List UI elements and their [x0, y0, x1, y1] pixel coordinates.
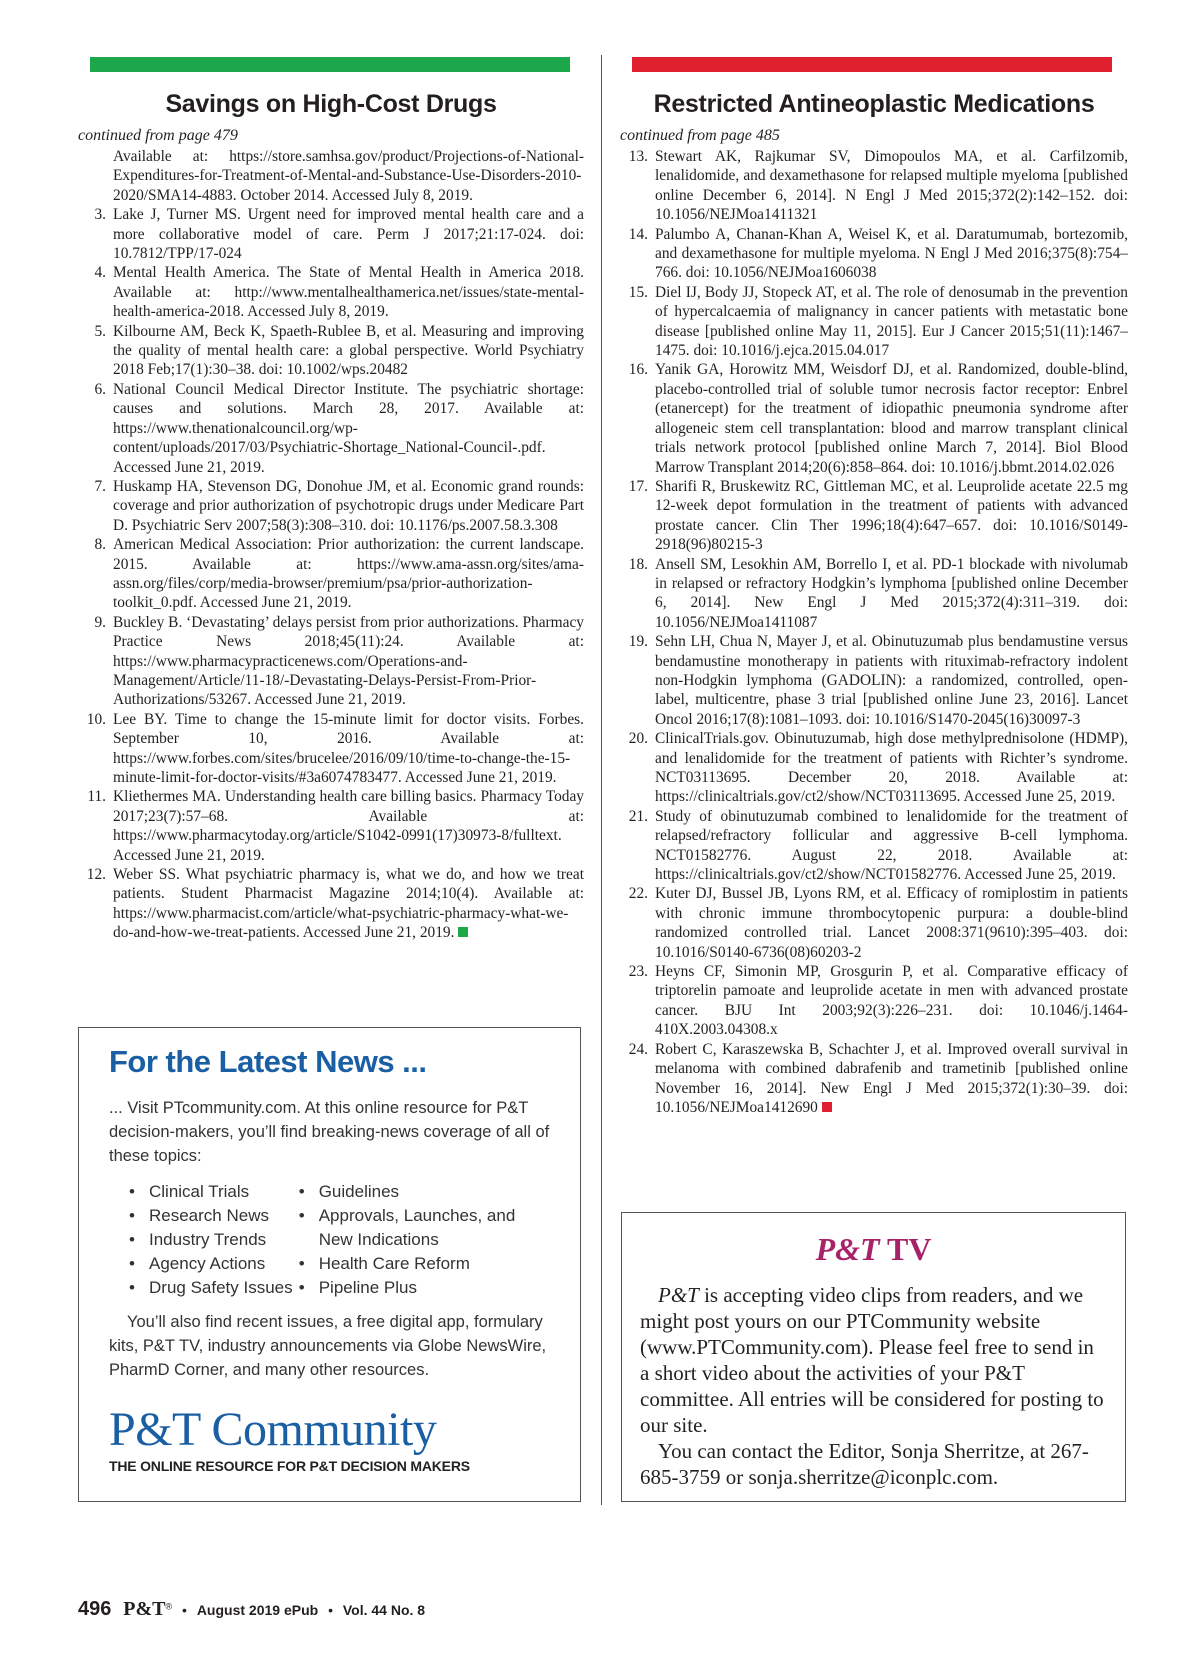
reference-item	[78, 613, 584, 710]
reference-number: 21.	[628, 807, 648, 825]
reference-text: Lee BY. Time to change the 15-minute limit for doctor visits. Forbes. September 10, 2016. Available at: https://www.forbes.com/sites/brucelee/2016/09/10/time-to-change-the-15-minute-limit-for-doctor-visits/#3a6074783477. Accessed June 21, 2019.	[113, 710, 584, 786]
pt-community-logo: P&T Community	[109, 1403, 437, 1456]
reference-list	[78, 147, 584, 943]
topic-item: • Agency Actions	[127, 1252, 297, 1276]
end-of-article-mark	[458, 927, 468, 937]
reference-number: 6.	[94, 380, 106, 398]
footer-separator: •	[182, 1602, 187, 1618]
reference-text: Diel IJ, Body JJ, Stopeck AT, et al. The role of denosumab in the prevention of hypercalcaemia of malignancy in cancer patients with metastatic bone disease [published online May 11, 2015]. Eur J Cancer 2015;51(11):1467–1475. doi: 10.1016/j.ejca.2015.04.017	[655, 283, 1128, 360]
reference-text: Weber SS. What psychiatric pharmacy is, what we do, and how we treat patients. Student Pharmacist Magazine 2014;10(4). Available at: https://www.pharmacist.com/article/what-psychiatric-pharmacy-what-we-do-and-how-we-treat-patients. Accessed June 21, 2019.	[113, 866, 584, 942]
reference-item	[620, 632, 1128, 729]
reference-number: 3.	[94, 206, 106, 224]
reference-text: Palumbo A, Chanan-Khan A, Weisel K, et al. Daratumumab, bortezomib, and dexamethasone for multiple myeloma. N Engl J Med 2016;375(8):754–766. doi: 10.1056/NEJMoa1606038	[655, 225, 1128, 282]
reference-text: Sehn LH, Chua N, Mayer J, et al. Obinutuzumab plus bendamustine versus bendamustine monotherapy in patients with rituximab-refractory indolent non-Hodgkin lymphoma (GADOLIN): a randomized, controlled, open-label, multicentre, phase 3 trial [published online June 23, 2016]. Lancet Oncol 2016;17(8):1081–1093. doi: 10.1016/S1470-2045(16)30097-3	[655, 633, 1128, 728]
pt-tv-paragraph	[640, 1282, 1107, 1438]
news-box-intro: ... Visit PTcommunity.com. At this online resource for P&T decision-makers, you’ll find breaking-news coverage of all of these topics:	[109, 1099, 550, 1165]
pt-tv-title-tv: TV	[886, 1231, 932, 1267]
news-box-title: For the Latest News ...	[109, 1044, 427, 1079]
reference-item	[78, 205, 584, 263]
pt-tv-box	[621, 1212, 1126, 1502]
reference-number: 4.	[94, 264, 106, 282]
reference-text: Kliethermes MA. Understanding health care billing basics. Pharmacy Today 2017;23(7):57–68. Available at: https://www.pharmacytoday.org/article/S1042-0991(17)30973-8/fulltext. Accessed June 21, 2019.	[113, 788, 584, 864]
reference-number: 22.	[628, 885, 648, 903]
reference-item	[78, 322, 584, 380]
reference-text: Kilbourne AM, Beck K, Spaeth-Rublee B, et al. Measuring and improving the quality of mental health care: a global perspective. World Psychiatry 2018 Feb;17(1):30–38. doi: 10.1002/wps.20482	[113, 322, 584, 379]
pt-tv-body	[640, 1282, 1107, 1490]
reference-number: 10.	[86, 710, 106, 728]
reference-item	[620, 225, 1128, 283]
column-divider	[601, 55, 602, 1505]
reference-number: 12.	[86, 866, 106, 884]
issue-volume: Vol. 44 No. 8	[342, 1602, 426, 1618]
reference-number: 18.	[628, 555, 648, 573]
reference-item	[78, 535, 584, 613]
reference-item	[620, 884, 1128, 962]
reference-text: Huskamp HA, Stevenson DG, Donohue JM, et al. Economic grand rounds: coverage and prior authorization of psychotropic drugs under Medicare Part D. Psychiatric Serv 2007;58(3):308–310. doi: 10.1176/ps.2007.58.3.308	[113, 477, 584, 534]
reference-text: Robert C, Karaszewska B, Schachter J, et al. Improved overall survival in melanoma with combined dabrafenib and trametinib [published online November 16, 2014]. New Engl J Med 2015;372(1):30–39. doi: 10.1056/NEJMoa1412690	[655, 1040, 1128, 1116]
topic-item: • Clinical Trials	[127, 1180, 297, 1204]
reference-number: 9.	[94, 613, 106, 631]
topic-item: • Drug Safety Issues	[127, 1276, 297, 1300]
reference-text: National Council Medical Director Institute. The psychiatric shortage: causes and solutions. March 28, 2017. Available at: https://www.thenationalcouncil.org/wp-content/uploads/2017/03/Psychiatric-Shortage_National-Council-.pdf. Accessed June 21, 2019.	[113, 380, 584, 476]
reference-text: Buckley B. ‘Devastating’ delays persist from prior authorizations. Pharmacy Practice News 2018;45(11):24. Available at: https://www.pharmacypracticenews.com/Operations-and-Management/Article/11-18/-Devastating-Delays-Persist-From-Prior-Authorizations/53267. Accessed June 21, 2019.	[113, 613, 584, 709]
latest-news-box	[78, 1027, 581, 1502]
pt-tv-text: is accepting video clips from readers, and we might post yours on our PTCommunity website (www.PTCommunity.com). Please feel free to send in a short video about the activities of your P&T committee. All entries will be considered for posting to our site.	[640, 1283, 1104, 1437]
reference-item	[78, 865, 584, 943]
reference-number: 19.	[628, 633, 648, 651]
left-column	[78, 0, 584, 943]
journal-brand: P&T	[123, 1598, 166, 1620]
reference-number: 8.	[94, 536, 106, 554]
topic-list	[297, 1180, 550, 1300]
reference-number: 11.	[87, 788, 106, 806]
reference-number: 17.	[628, 477, 648, 495]
pt-tv-title-pt: P&T	[815, 1231, 880, 1267]
reference-item	[620, 360, 1128, 476]
section-title: Savings on High-Cost Drugs	[165, 90, 497, 118]
reference-item	[620, 555, 1128, 633]
pt-community-tagline: THE ONLINE RESOURCE FOR P&T DECISION MAKERS	[109, 1458, 470, 1474]
reference-item	[78, 147, 584, 205]
reference-item	[620, 807, 1128, 885]
reference-text: American Medical Association: Prior authorization: the current landscape. 2015. Available at: https://www.ama-assn.org/sites/ama-assn.org/files/corp/media-browser/premium/psa/prior-authorization-toolkit_0.pdf. Accessed June 21, 2019.	[113, 536, 584, 612]
reference-item	[620, 147, 1128, 225]
reference-text: Kuter DJ, Bussel JB, Lyons RM, et al. Efficacy of romiplostim in patients with chronic immune thrombocytopenic purpura: a double-blind randomized controlled trial. Lancet 2008:371(9610):395–403. doi: 10.1016/S0140-6736(08)60203-2	[655, 885, 1128, 961]
continued-note: continued from page 479	[78, 127, 238, 144]
reference-number: 14.	[628, 225, 648, 243]
topic-item: • Health Care Reform	[297, 1252, 550, 1276]
reference-item	[78, 710, 584, 788]
reference-item	[78, 263, 584, 321]
reference-text: ClinicalTrials.gov. Obinutuzumab, high dose methylprednisolone (HDMP), and lenalidomide for the treatment of patients with Richter’s syndrome. NCT03113695. December 20, 2018. Available at: https://clinicaltrials.gov/ct2/show/NCT03113695. Accessed June 25, 2019.	[655, 730, 1128, 806]
reference-text: Yanik GA, Horowitz MM, Weisdorf DJ, et al. Randomized, double-blind, placebo-controlled trial of soluble tumor necrosis factor receptor: Enbrel (etanercept) for the treatment of idiopathic pneumonia syndrome after allogeneic stem cell transplantation: blood and marrow transplant clinical trials network protocol [published online March 7, 2014]. Biol Blood Marrow Transplant 2014;20(6):858–864. doi: 10.1016/j.bbmt.2014.02.026	[655, 361, 1128, 476]
page-number: 496	[78, 1598, 112, 1620]
reference-text: Lake J, Turner MS. Urgent need for improved mental health care and a more collaborative model of care. Perm J 2017;21:17-024. doi: 10.7812/TPP/17-024	[113, 206, 584, 263]
section-color-bar	[90, 57, 570, 72]
reference-text: Study of obinutuzumab combined to lenalidomide for the treatment of relapsed/refractory follicular and aggressive B-cell lymphoma. NCT01582776. August 22, 2018. Available at: https://clinicaltrials.gov/ct2/show/NCT01582776. Accessed June 25, 2019.	[655, 807, 1128, 884]
topic-lists	[127, 1180, 550, 1300]
reference-text: Mental Health America. The State of Mental Health in America 2018. Available at: http://www.mentalhealthamerica.net/issues/state-mental-health-america-2018. Accessed July 8, 2019.	[113, 264, 584, 321]
reference-item	[620, 1040, 1128, 1118]
reference-text: Available at: https://store.samhsa.gov/product/Projections-of-National-Expenditures-for-Treatment-of-Mental-and-Substance-Use-Disorders-2010-2020/SMA14-4883. October 2014. Accessed July 8, 2019.	[113, 148, 584, 204]
registered-mark: ®	[165, 1601, 173, 1612]
topic-list	[127, 1180, 297, 1300]
section-color-bar	[632, 57, 1112, 72]
reference-item	[78, 787, 584, 865]
reference-item	[78, 380, 584, 477]
reference-text: Ansell SM, Lesokhin AM, Borrello I, et al. PD-1 blockade with nivolumab in relapsed or refractory Hodgkin’s lymphoma [published online December 6, 2014]. New Engl J Med 2015;372(4):311–319. doi: 10.1056/NEJMoa1411087	[655, 555, 1128, 631]
news-box-outro: You’ll also find recent issues, a free digital app, formulary kits, P&T TV, industry announcements via Globe NewsWire, PharmD Corner, and many other resources.	[109, 1313, 547, 1379]
issue-date: August 2019 ePub	[196, 1602, 319, 1618]
reference-number: 15.	[628, 283, 648, 301]
reference-number: 13.	[628, 148, 648, 165]
reference-item	[620, 962, 1128, 1040]
topic-item: • Pipeline Plus	[297, 1276, 550, 1300]
end-of-article-mark	[822, 1102, 832, 1112]
continued-note: continued from page 485	[620, 127, 780, 144]
reference-number: 5.	[94, 322, 106, 340]
reference-number: 16.	[628, 361, 648, 379]
right-column	[620, 0, 1128, 1117]
pt-tv-lead: P&T	[658, 1283, 699, 1307]
pt-tv-title	[640, 1231, 1107, 1268]
topic-item: • Research News	[127, 1204, 297, 1228]
reference-list	[620, 147, 1128, 1117]
reference-text: Heyns CF, Simonin MP, Grosgurin P, et al. Comparative efficacy of triptorelin pamoate and leuprolide acetate in men with advanced prostate cancer. BJU Int 2003;92(3):226–231. doi: 10.1046/j.1464-410X.2003.04308.x	[655, 963, 1128, 1039]
topic-item: • Approvals, Launches, and New Indications	[297, 1204, 550, 1252]
reference-item	[78, 477, 584, 535]
reference-text: Sharifi R, Bruskewitz RC, Gittleman MC, et al. Leuprolide acetate 22.5 mg 12-week depot formulation in the treatment of patients with advanced prostate cancer. Clin Ther 1996;18(4):647–657. doi: 10.1016/S0149-2918(96)80215-3	[655, 477, 1128, 554]
reference-number: 24.	[628, 1040, 648, 1058]
reference-number: 23.	[628, 963, 648, 981]
reference-number: 7.	[94, 477, 106, 495]
reference-text: Stewart AK, Rajkumar SV, Dimopoulos MA, et al. Carfilzomib, lenalidomide, and dexamethasone for relapsed multiple myeloma [published online December 6, 2014]. N Engl J Med 2015;372(2):142–152. doi: 10.1056/NEJMoa1411321	[655, 148, 1128, 224]
pt-tv-contact: You can contact the Editor, Sonja Sherritze, at 267-685-3759 or sonja.sherritze@iconplc.com.	[640, 1439, 1089, 1489]
page-footer	[78, 1598, 425, 1621]
topic-item: • Guidelines	[297, 1180, 550, 1204]
reference-number: 20.	[628, 730, 648, 748]
section-title: Restricted Antineoplastic Medications	[653, 90, 1095, 118]
reference-item	[620, 283, 1128, 361]
footer-separator: •	[328, 1602, 333, 1618]
reference-item	[620, 477, 1128, 555]
reference-item	[620, 729, 1128, 807]
topic-item: • Industry Trends	[127, 1228, 297, 1252]
